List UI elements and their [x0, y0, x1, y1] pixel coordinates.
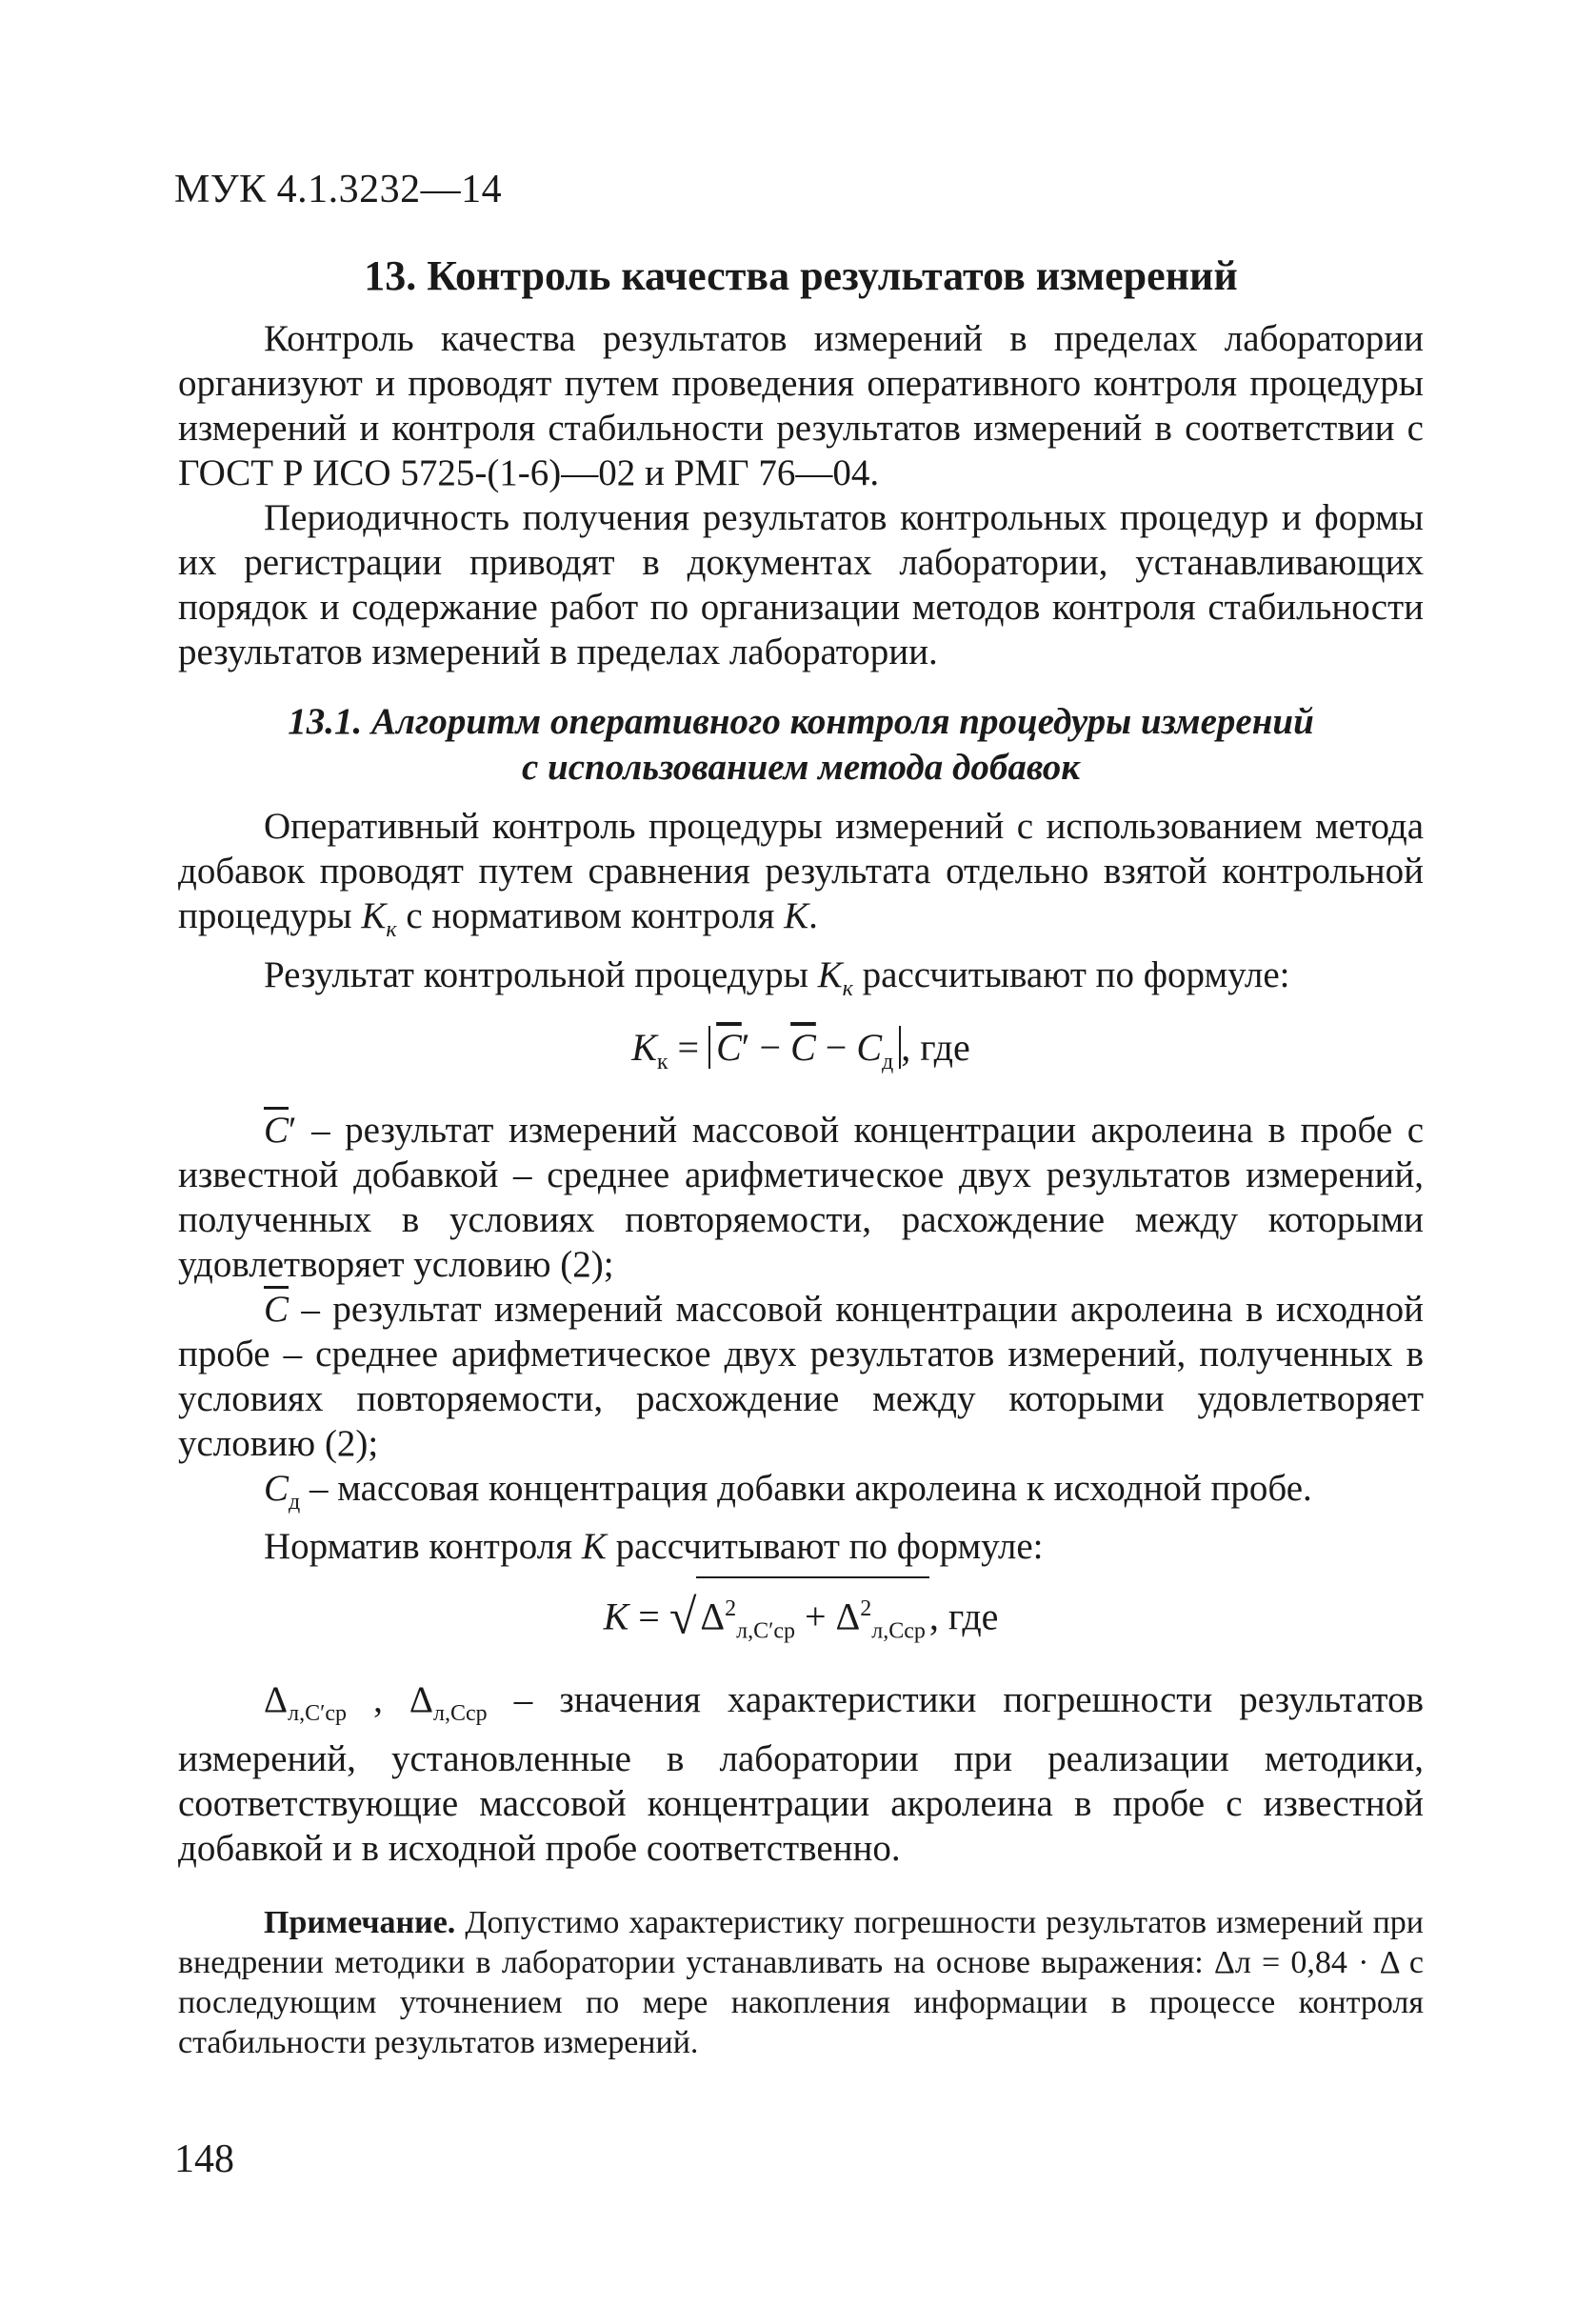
- formula-k-gde: , где: [928, 1595, 999, 1638]
- note-label: Примечание.: [264, 1904, 456, 1940]
- paragraph-4-part-a: Результат контрольной процедуры: [264, 953, 818, 995]
- document-header: МУК 4.1.3232—14: [174, 168, 503, 211]
- paragraph-5: Норматив контроля K рассчитывают по формуле:: [264, 1526, 1044, 1568]
- paragraph-3-part-a: Оперативный контроль процедуры измерений с использованием метода добавок проводят путем сравнения результата отдельно взятой контрольной процедуры: [178, 806, 1424, 936]
- section-title: 13. Контроль качества результатов измерений: [364, 252, 1238, 299]
- note-text: Допустимо характеристику погрешности результатов измерений при внедрении методики в лаборатории устанавливать на основе выражения: Δл = 0,84 · Δ с последующим уточнением по мере накопления информации в процессе контроля стабильности результатов измерений.: [178, 1904, 1424, 2060]
- paragraph-3-part-c: .: [808, 895, 818, 936]
- subsection-title-line-1: 13.1. Алгоритм оперативного контроля процедуры измерений: [288, 701, 1314, 742]
- subsection-title-line-2: с использованием метода добавок: [521, 747, 1081, 788]
- page-number: 148: [174, 2137, 234, 2181]
- subsection-title: [178, 699, 1424, 791]
- formula-kk: $K_к = \overline{C}' - \overline{C} - C_д$ , где: [631, 1025, 970, 1074]
- content: [178, 250, 1424, 2063]
- formula-k: K = √ $\Delta^2_{л,C'ср} + \Delta^2_{л,Cср}$ , где: [178, 1576, 1424, 1659]
- definition-cd: $C_д$ – массовая концентрация добавки акролеина к исходной пробе.: [264, 1467, 1312, 1515]
- paragraph-4-part-b: рассчитывают по формуле:: [852, 953, 1290, 995]
- definition-c-prime: $\overline{C}'$ – результат измерений массовой концентрации акролеина в пробе с известной добавкой – среднее арифметическое двух результатов измерений, полученных в условиях повторяемости, расхождение между которыми удовлетворяет условию (2);: [178, 1109, 1424, 1285]
- paragraph-4: [178, 953, 1424, 1012]
- symbol-k: K: [784, 895, 809, 936]
- paragraph-3: [178, 804, 1424, 953]
- symbol-kk: $K_к$: [361, 895, 397, 942]
- definition-deltas: $\Delta_{л,C'ср}$ , $\Delta_{л,Cср}$ – значения характеристики погрешности результатов измерений, установленные в лаборатории при реализации методики, соответствующие массовой концентрации акролеина в пробе с известной добавкой и в исходной пробе соответственно.: [178, 1678, 1424, 1869]
- paragraph-1: Контроль качества результатов измерений в пределах лаборатории организуют и проводят путем проведения оперативного контроля процедуры измерений и контроля стабильности результатов измерений в соответствии с ГОСТ Р ИСО 5725-(1-6)—02 и РМГ 76—04.: [178, 318, 1424, 493]
- definition-c: $\overline{C}$ – результат измерений массовой концентрации акролеина в исходной пробе – среднее арифметическое двух результатов измерений, полученных в условиях повторяемости, расхождение между которыми удовлетворяет условию (2);: [178, 1288, 1424, 1464]
- paragraph-3-part-b: с нормативом контроля: [396, 895, 785, 936]
- symbol-kk-2: $K_к$: [817, 953, 853, 1001]
- note: [178, 1903, 1424, 2063]
- formula-kk-gde: , где: [901, 1025, 970, 1069]
- paragraph-2: Периодичность получения результатов контрольных процедур и формы их регистрации приводят в документах лаборатории, устанавливающих порядок и содержание работ по организации методов контроля стабильности результатов измерений в пределах лаборатории.: [178, 497, 1424, 672]
